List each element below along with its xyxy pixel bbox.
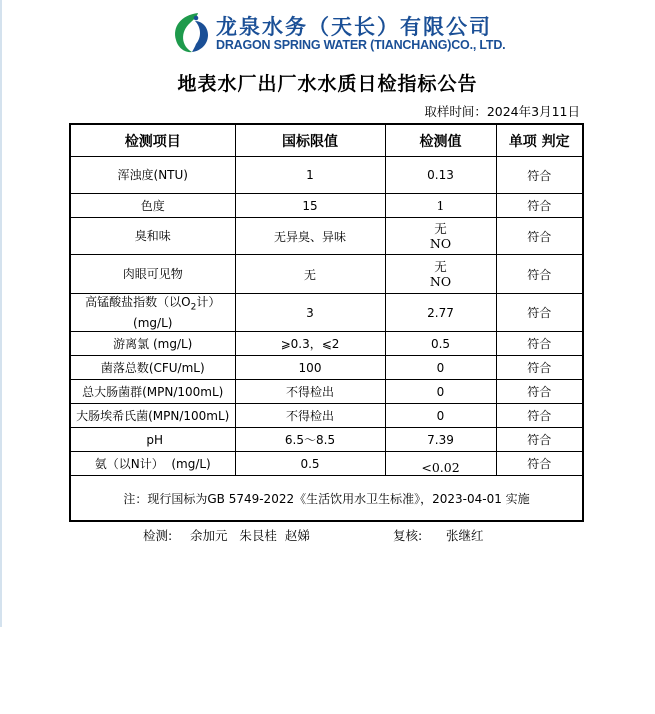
row-verdict: 符合 <box>496 428 583 452</box>
row-item-subscript: 2 <box>190 302 197 313</box>
row-value: 0.5 <box>385 332 496 356</box>
row-item: 游离氯 (mg/L) <box>70 332 235 356</box>
row-value <box>385 255 496 294</box>
reviewer-name: 张继红 <box>446 528 484 543</box>
note-row <box>70 476 583 521</box>
row-value: 0 <box>385 380 496 404</box>
table-row <box>70 294 583 332</box>
row-value: 7.39 <box>385 428 496 452</box>
company-name-cn: 龙泉水务（天长）有限公司 <box>216 15 492 39</box>
row-value-en: NO <box>429 274 452 289</box>
row-value: 0 <box>385 356 496 380</box>
inspector-names: 余加元 朱艮桂 赵娣 <box>190 528 310 543</box>
row-limit: 100 <box>235 356 385 380</box>
table-row <box>70 332 583 356</box>
sample-time: 取样时间：2024年3月11日 <box>424 104 580 119</box>
row-value-text: <0.02 <box>421 460 460 476</box>
row-item: 臭和味 <box>70 218 235 255</box>
row-limit: 6.5～8.5 <box>235 428 385 452</box>
row-value: 2.77 <box>385 294 496 332</box>
row-limit: 0.5 <box>235 452 385 476</box>
company-name-en: DRAGON SPRING WATER (TIANCHANG)CO., LTD. <box>216 38 506 52</box>
table-row <box>70 255 583 294</box>
table-header-row <box>70 124 583 157</box>
table-row <box>70 380 583 404</box>
row-item: pH <box>70 428 235 452</box>
row-limit: 不得检出 <box>235 404 385 428</box>
row-item: 色度 <box>70 194 235 218</box>
table-row <box>70 356 583 380</box>
row-item <box>70 294 235 332</box>
row-limit: 1 <box>235 157 385 194</box>
row-value <box>385 452 496 476</box>
table-row <box>70 157 583 194</box>
row-verdict: 符合 <box>496 404 583 428</box>
row-limit: 15 <box>235 194 385 218</box>
row-item: 总大肠菌群(MPN/100mL) <box>70 380 235 404</box>
row-verdict: 符合 <box>496 380 583 404</box>
table-row <box>70 194 583 218</box>
row-value: 0 <box>385 404 496 428</box>
row-value: 0.13 <box>385 157 496 194</box>
row-item-text: 高锰酸盐指数（以O <box>85 295 191 309</box>
row-item-line1 <box>71 294 235 315</box>
row-value-en: NO <box>429 236 452 251</box>
header-limit: 国标限值 <box>235 124 385 157</box>
page-title: 地表水厂出厂水水质日检指标公告 <box>177 73 478 95</box>
row-verdict: 符合 <box>496 194 583 218</box>
row-item: 肉眼可见物 <box>70 255 235 294</box>
row-verdict: 符合 <box>496 356 583 380</box>
row-item-text-post: 计） <box>196 295 221 309</box>
row-limit: 不得检出 <box>235 380 385 404</box>
table-row <box>70 404 583 428</box>
table-row <box>70 428 583 452</box>
reviewer-label: 复核: <box>393 528 423 543</box>
row-item: 浑浊度(NTU) <box>70 157 235 194</box>
row-value-cn: 无 <box>434 221 447 236</box>
row-verdict: 符合 <box>496 452 583 476</box>
header-item: 检测项目 <box>70 124 235 157</box>
header-verdict: 单项 判定 <box>496 124 583 157</box>
row-item: 菌落总数(CFU/mL) <box>70 356 235 380</box>
row-item-line2: (mg/L) <box>133 316 173 331</box>
row-value <box>385 218 496 255</box>
water-quality-table <box>69 123 584 522</box>
row-limit: 无 <box>235 255 385 294</box>
row-item: 大肠埃希氏菌(MPN/100mL) <box>70 404 235 428</box>
company-logo <box>168 10 506 56</box>
row-limit: ⩾0.3，⩽2 <box>235 332 385 356</box>
row-limit: 无异臭、异味 <box>235 218 385 255</box>
table-row <box>70 218 583 255</box>
row-item: 氨（以N计） (mg/L) <box>70 452 235 476</box>
row-value-text: 1 <box>436 198 445 213</box>
row-verdict: 符合 <box>496 157 583 194</box>
row-value-cn: 无 <box>434 259 447 274</box>
dragon-logo-icon <box>168 10 212 54</box>
row-verdict: 符合 <box>496 255 583 294</box>
row-verdict: 符合 <box>496 294 583 332</box>
row-value <box>385 194 496 218</box>
table-row <box>70 452 583 476</box>
row-verdict: 符合 <box>496 218 583 255</box>
row-verdict: 符合 <box>496 332 583 356</box>
row-limit: 3 <box>235 294 385 332</box>
header-value: 检测值 <box>385 124 496 157</box>
inspector-label: 检测: <box>143 528 173 543</box>
standard-note: 注：现行国标为GB 5749-2022《生活饮用水卫生标准》，2023-04-01 实施 <box>70 476 583 521</box>
